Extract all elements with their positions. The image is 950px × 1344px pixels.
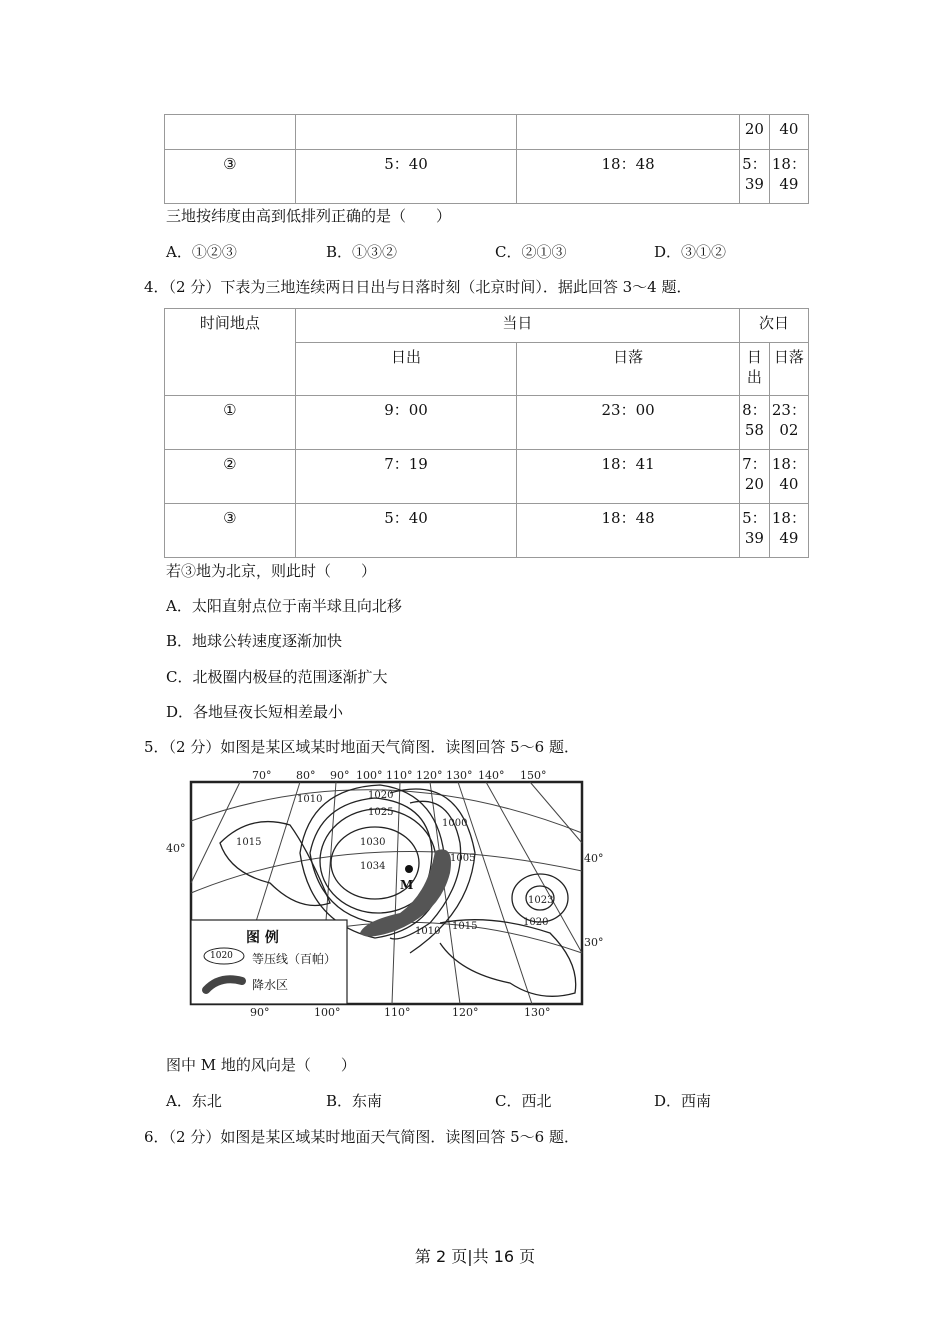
table-row <box>165 115 809 150</box>
isobar-label: 1015 <box>452 921 478 932</box>
meridian-line <box>530 782 582 843</box>
q3-option-b[interactable]: B．①③② <box>326 243 398 261</box>
cell-set: 23：00 <box>517 396 740 450</box>
q4-option-d[interactable]: D．各地昼夜长短相差最小 <box>166 703 344 721</box>
isobar-label: 1020 <box>368 790 394 801</box>
cell-rise: 5：40 <box>295 150 517 204</box>
isobar-label: 1010 <box>415 926 441 937</box>
header-next-rise: 日出 <box>739 343 769 396</box>
latitude-line <box>191 851 582 893</box>
cell-place: ② <box>165 450 296 504</box>
header-set: 日落 <box>517 343 740 396</box>
lon-label-bottom: 130° <box>524 1006 551 1019</box>
cell-next-rise: 20 <box>739 115 769 150</box>
cell-next-set: 40 <box>769 115 808 150</box>
q4-stem: 4．（2 分）下表为三地连续两日日出与日落时刻（北京时间）．据此回答 3～4 题． <box>144 278 692 296</box>
isobar-label: 1010 <box>297 794 323 805</box>
weather-map <box>160 763 620 1025</box>
cell-place: ③ <box>165 504 296 558</box>
cell-rise <box>295 115 517 150</box>
isobar-label: 1030 <box>360 837 386 848</box>
isobar <box>220 822 330 906</box>
header-place: 时间地点 <box>165 309 296 396</box>
isobar-label: 1000 <box>442 818 468 829</box>
legend-title: 图 例 <box>246 930 279 946</box>
isobar-label: 1005 <box>450 853 476 864</box>
q4-option-b[interactable]: B．地球公转速度逐渐加快 <box>166 632 343 650</box>
sunrise-sunset-table <box>164 308 809 558</box>
isobar-label: 1015 <box>236 837 262 848</box>
table-header-row <box>165 309 809 343</box>
meridian-line <box>458 782 532 1004</box>
isobar-label: 1023 <box>528 895 554 906</box>
q5-stem: 5．（2 分）如图是某区域某时地面天气简图．读图回答 5～6 题． <box>144 738 579 756</box>
cell-next-set: 18：40 <box>769 450 808 504</box>
cell-place <box>165 115 296 150</box>
lat-label-right: 40° <box>584 852 604 865</box>
cell-set: 18：48 <box>517 504 740 558</box>
header-today: 当日 <box>295 309 739 343</box>
lat-label-left: 40° <box>166 842 186 855</box>
lon-label-top: 100° <box>356 769 383 782</box>
cell-set: 18：41 <box>517 450 740 504</box>
q5-question: 图中 M 地的风向是（ ） <box>166 1056 356 1074</box>
cell-set <box>517 115 740 150</box>
q4-option-a[interactable]: A．太阳直射点位于南半球且向北移 <box>166 597 402 615</box>
q5-option-d[interactable]: D．西南 <box>654 1092 712 1110</box>
cell-rise: 5：40 <box>295 504 517 558</box>
lon-label-bottom: 110° <box>384 1006 411 1019</box>
legend-isobar-sample: 1020 <box>210 951 233 961</box>
lon-label-top: 130° <box>446 769 473 782</box>
lon-label-top: 150° <box>520 769 547 782</box>
cell-next-set: 18：49 <box>769 150 808 204</box>
lon-label-top: 110° <box>386 769 413 782</box>
lat-label-right: 30° <box>584 936 604 949</box>
page-footer: 第 2 页|共 16 页 <box>414 1247 536 1266</box>
table-row <box>165 504 809 558</box>
q3-option-d[interactable]: D．③①② <box>654 243 727 261</box>
header-rise: 日出 <box>295 343 517 396</box>
lon-label-bottom: 120° <box>452 1006 479 1019</box>
isobar-label: 1025 <box>368 807 394 818</box>
lon-label-top: 140° <box>478 769 505 782</box>
q3-option-a[interactable]: A．①②③ <box>166 243 237 261</box>
header-next-set: 日落 <box>769 343 808 396</box>
lon-label-bottom: 100° <box>314 1006 341 1019</box>
legend-isobar-text: 等压线（百帕） <box>252 952 337 966</box>
q5-option-c[interactable]: C．西北 <box>495 1092 552 1110</box>
header-next-day: 次日 <box>739 309 808 343</box>
q4-option-c[interactable]: C．北极圈内极昼的范围逐渐扩大 <box>166 668 388 686</box>
cell-rise: 7：19 <box>295 450 517 504</box>
point-m-label: M <box>400 878 414 892</box>
q3-option-c[interactable]: C．②①③ <box>495 243 567 261</box>
lon-label-top: 120° <box>416 769 443 782</box>
cell-next-rise: 5：39 <box>739 504 769 558</box>
cell-set: 18：48 <box>517 150 740 204</box>
table-row <box>165 150 809 204</box>
lon-label-top: 70° <box>252 769 272 782</box>
cell-place: ① <box>165 396 296 450</box>
legend-rain-text: 降水区 <box>252 978 289 992</box>
lon-label-bottom: 90° <box>250 1006 270 1019</box>
table-row <box>165 396 809 450</box>
cell-next-set: 23：02 <box>769 396 808 450</box>
q4-question: 若③地为北京，则此时（ ） <box>166 562 377 580</box>
continued-table <box>164 114 809 204</box>
cell-next-rise: 5：39 <box>739 150 769 204</box>
lon-label-top: 80° <box>296 769 316 782</box>
cell-next-set: 18：49 <box>769 504 808 558</box>
cell-place: ③ <box>165 150 296 204</box>
cell-rise: 9：00 <box>295 396 517 450</box>
q5-option-a[interactable]: A．东北 <box>166 1092 222 1110</box>
point-m-marker <box>405 865 413 873</box>
lon-label-top: 90° <box>330 769 350 782</box>
q5-option-b[interactable]: B．东南 <box>326 1092 383 1110</box>
table-row <box>165 450 809 504</box>
cell-next-rise: 7：20 <box>739 450 769 504</box>
q3-stem: 三地按纬度由高到低排列正确的是（ ） <box>166 207 452 225</box>
q6-stem: 6．（2 分）如图是某区域某时地面天气简图．读图回答 5～6 题． <box>144 1128 579 1146</box>
isobar-label: 1020 <box>523 917 549 928</box>
cell-next-rise: 8：58 <box>739 396 769 450</box>
isobar-label: 1034 <box>360 861 386 872</box>
